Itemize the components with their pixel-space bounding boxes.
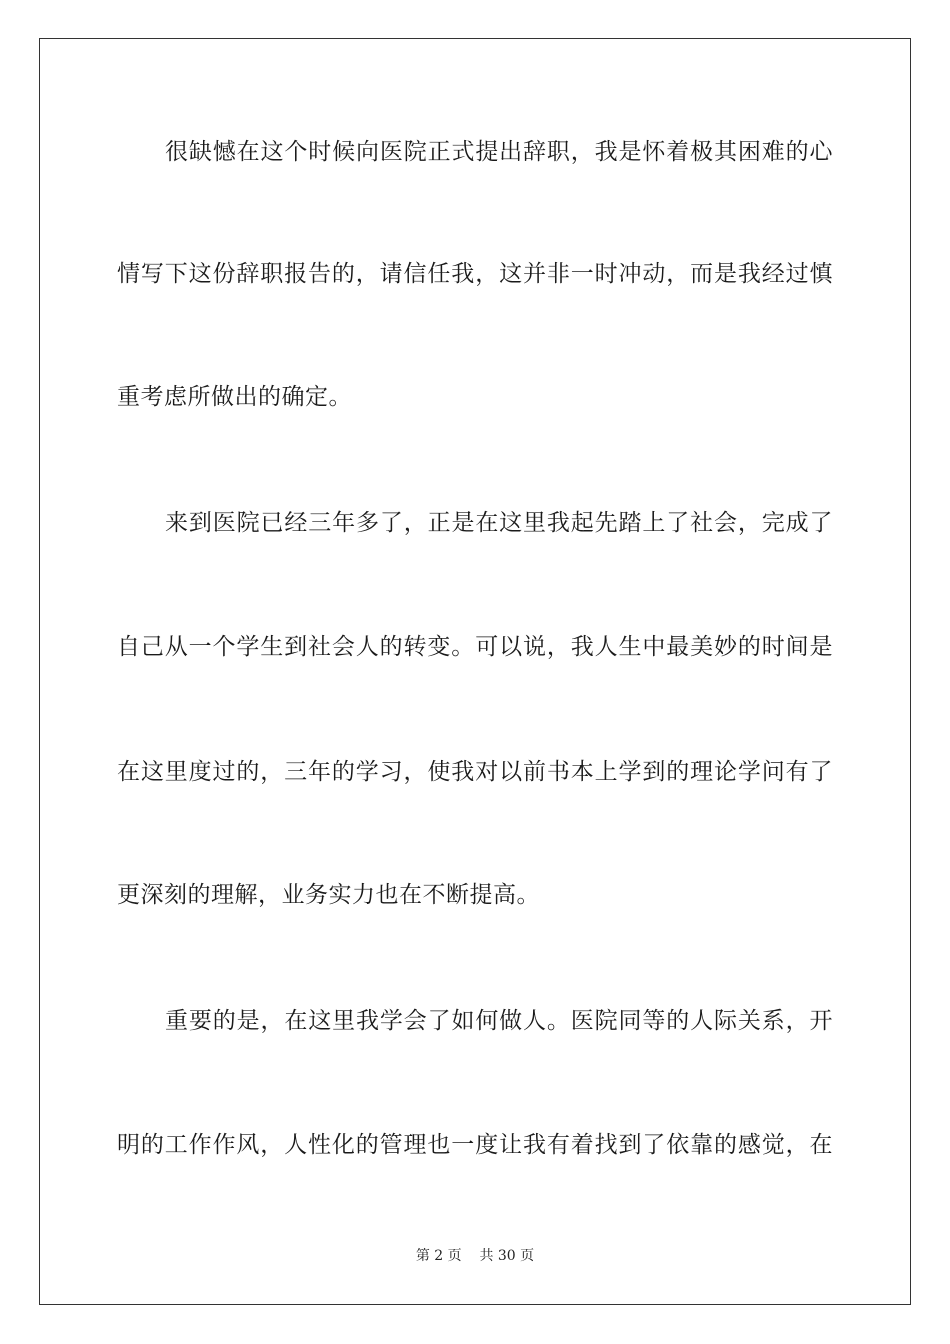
paragraph-1-line-2: 情写下这份辞职报告的，请信任我，这并非一时冲动，而是我经过慎 (117, 261, 833, 287)
page-border (39, 38, 911, 1305)
paragraph-3-line-1: 重要的是，在这里我学会了如何做人。医院同等的人际关系，开 (165, 1008, 833, 1034)
page-number: 第 2 页 (415, 1248, 462, 1264)
paragraph-1-line-1: 很缺憾在这个时候向医院正式提出辞职，我是怀着极其困难的心 (165, 139, 833, 165)
page-footer (0, 1246, 950, 1266)
paragraph-2-line-3: 在这里度过的，三年的学习，使我对以前书本上学到的理论学问有了 (117, 759, 833, 785)
paragraph-2-line-4: 更深刻的理解，业务实力也在不断提高。 (117, 882, 540, 908)
page-total: 共 30 页 (479, 1248, 535, 1264)
paragraph-2-line-1: 来到医院已经三年多了，正是在这里我起先踏上了社会，完成了 (165, 510, 833, 536)
paragraph-2-line-2: 自己从一个学生到社会人的转变。可以说，我人生中最美妙的时间是 (117, 634, 833, 660)
paragraph-3-line-2: 明的工作作风，人性化的管理也一度让我有着找到了依靠的感觉，在 (117, 1132, 833, 1158)
paragraph-1-line-3: 重考虑所做出的确定。 (117, 384, 352, 410)
